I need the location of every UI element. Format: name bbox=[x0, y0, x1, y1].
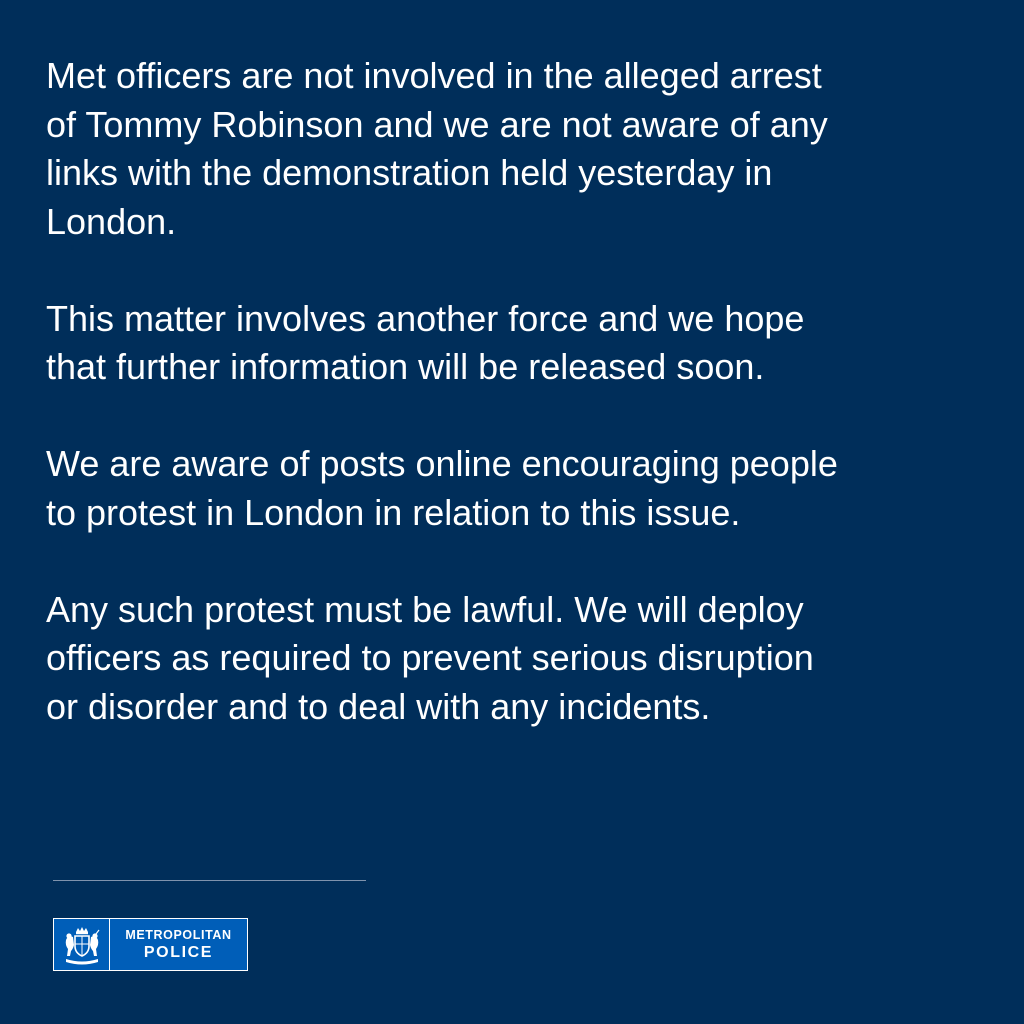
statement-line: that further information will be released soon. bbox=[46, 346, 765, 387]
statement-paragraph-2 bbox=[46, 295, 986, 392]
statement-paragraph-4 bbox=[46, 586, 986, 732]
statement-line: links with the demonstration held yesterday in bbox=[46, 152, 773, 193]
statement-text bbox=[46, 52, 986, 731]
statement-line: or disorder and to deal with any incidents. bbox=[46, 685, 711, 727]
statement-line: officers as required to prevent serious disruption bbox=[46, 637, 814, 678]
logo-line-metropolitan: METROPOLITAN bbox=[125, 928, 232, 942]
statement-paragraph-1 bbox=[46, 52, 986, 246]
logo-line-police: POLICE bbox=[143, 944, 214, 961]
statement-line: to protest in London in relation to this issue. bbox=[46, 491, 741, 533]
statement-line: We are aware of posts online encouraging people bbox=[46, 443, 838, 484]
statement-line: of Tommy Robinson and we are not aware of any bbox=[46, 103, 828, 145]
logo-wordmark bbox=[110, 919, 247, 970]
statement-line: Any such protest must be lawful. We will deploy bbox=[46, 588, 804, 630]
statement-paragraph-3 bbox=[46, 440, 986, 537]
metropolitan-police-logo bbox=[53, 918, 248, 971]
statement-line: This matter involves another force and we hope bbox=[46, 297, 805, 339]
statement-line: Met officers are not involved in the alleged arrest bbox=[46, 55, 822, 96]
royal-crest-icon bbox=[54, 919, 110, 970]
statement-line: London. bbox=[46, 200, 177, 242]
divider bbox=[53, 880, 366, 881]
